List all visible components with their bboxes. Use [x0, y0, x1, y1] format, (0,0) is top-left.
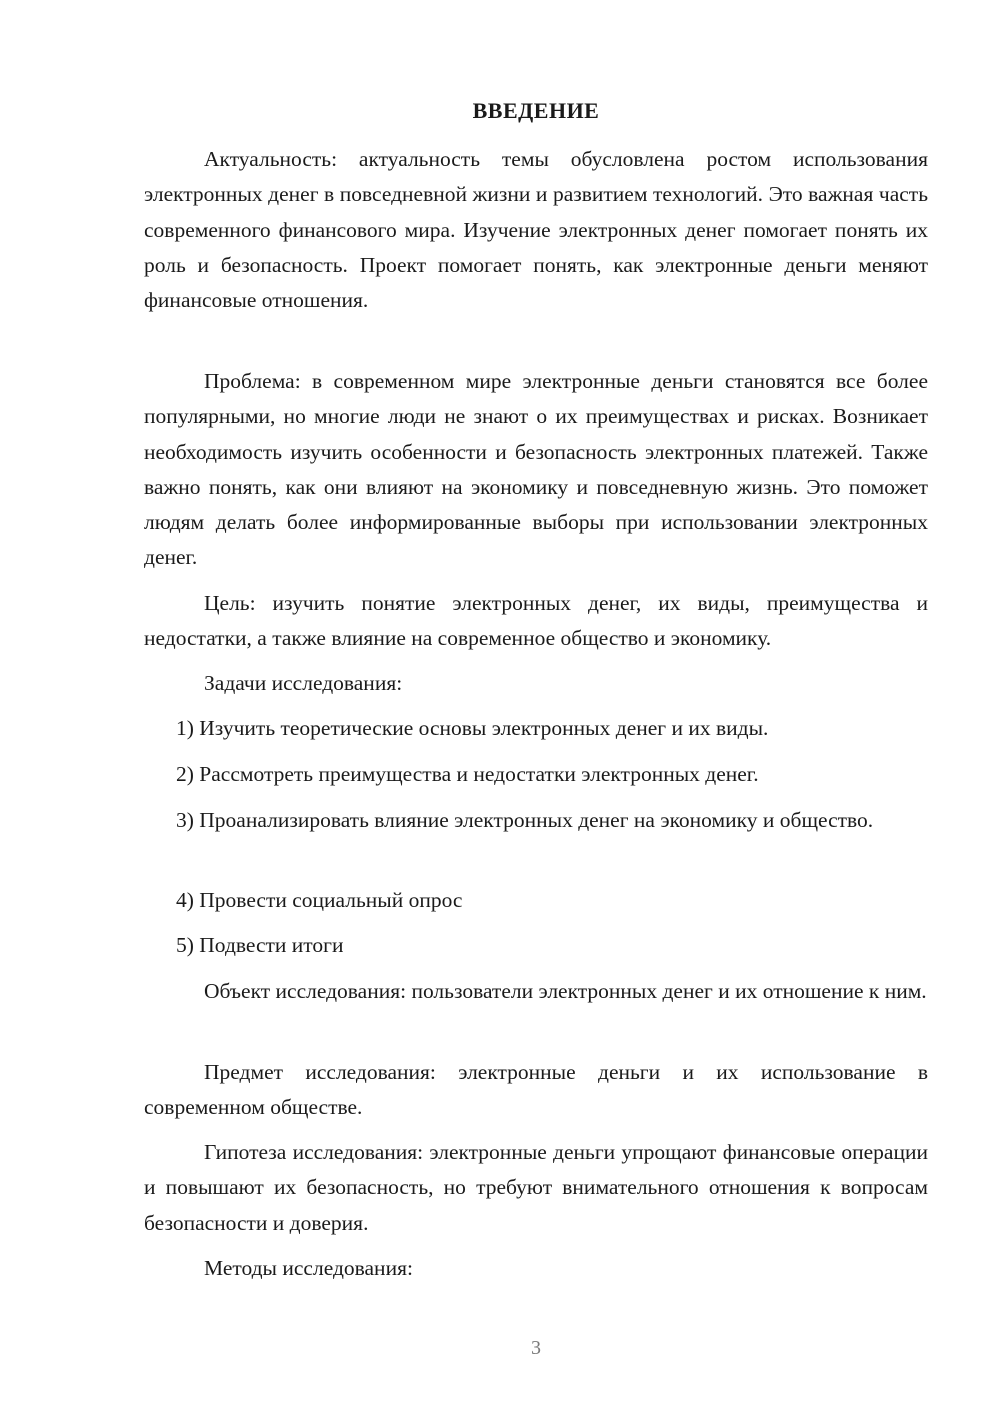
page-title: ВВЕДЕНИЕ	[472, 98, 600, 123]
task-item-2: 2) Рассмотреть преимущества и недостатки электронных денег.	[176, 762, 759, 786]
paragraph-object: Объект исследования: пользователи электронных денег и их отношение к ним.	[204, 979, 927, 1003]
paragraph-tasks-heading: Задачи исследования:	[204, 671, 403, 695]
page-number: 3	[531, 1337, 541, 1359]
task-item-1: 1) Изучить теоретические основы электронных денег и их виды.	[176, 716, 769, 740]
paragraph-problem: Проблема: в современном мире электронные деньги становятся все более популярными, но многие люди не знают о их преимуществах и рисках. Возникает необходимость изучить особенности и безопасность электронных платежей. Также важно понять, как они влияют на экономику и повседневную жизнь. Это поможет людям делать более информированные выборы при использовании электронных денег.	[144, 369, 928, 570]
paragraph-goal: Цель: изучить понятие электронных денег, их виды, преимущества и недостатки, а также влияние на современное общество и экономику.	[144, 591, 928, 651]
task-item-4: 4) Провести социальный опрос	[176, 888, 463, 912]
paragraph-subject: Предмет исследования: электронные деньги и их использование в современном обществе.	[144, 1060, 928, 1120]
paragraph-hypothesis: Гипотеза исследования: электронные деньги упрощают финансовые операции и повышают их безопасность, но требуют внимательного отношения к вопросам безопасности и доверия.	[144, 1140, 928, 1235]
task-item-5: 5) Подвести итоги	[176, 933, 344, 957]
task-item-3: 3) Проанализировать влияние электронных денег на экономику и общество.	[176, 808, 874, 832]
paragraph-methods: Методы исследования:	[204, 1256, 413, 1280]
paragraph-relevance: Актуальность: актуальность темы обусловлена ростом использования электронных денег в повседневной жизни и развитием технологий. Это важная часть современного финансового мира. Изучение электронных денег помогает понять их роль и безопасность. Проект помогает понять, как электронные деньги меняют финансовые отношения.	[144, 147, 928, 313]
